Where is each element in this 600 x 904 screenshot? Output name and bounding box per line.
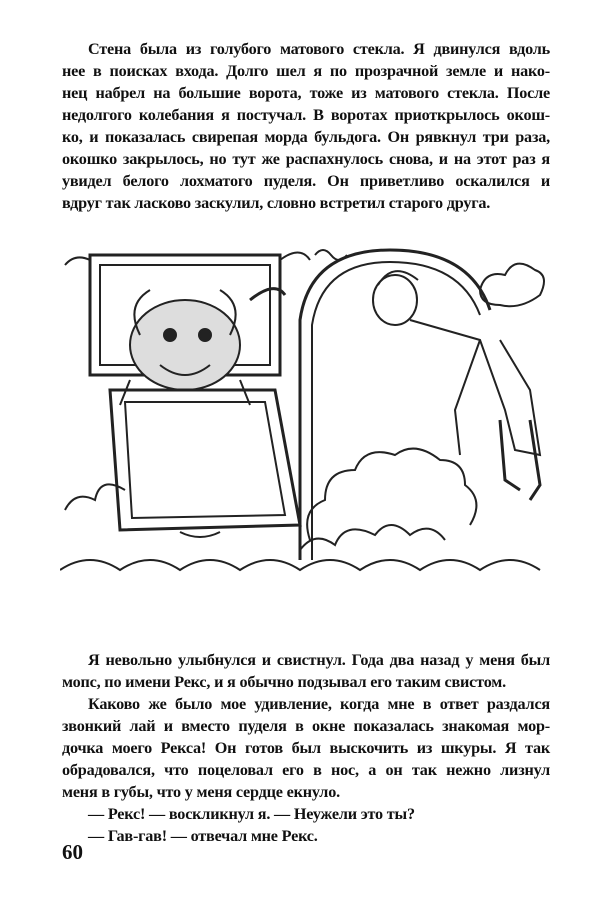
text-line: Стена была из голубого матового стекла. Я двинулся вдоль: [88, 40, 550, 58]
dialogue-line: — Гав-гав! — отвечал мне Рекс.: [88, 827, 318, 845]
text-line: Каково же было мое удивление, когда мне в ответ раздался: [88, 695, 550, 713]
open-window-pane: [110, 390, 300, 537]
text-line: мопс, по имени Рекс, и я обычно подзывал его таким свистом.: [62, 673, 506, 691]
text-line: нее в поисках входа. Долго шел я по прозрачной земле и нако-: [62, 62, 550, 80]
text-line: недолгого колебания я постучал. В воротах приоткрылось окош-: [62, 106, 550, 124]
text-line: звонкий лай и вместо пуделя в окне показалась знакомая мор-: [62, 717, 550, 735]
text-line: нец набрел на большие ворота, тоже из матового стекла. После: [62, 84, 550, 102]
text-after-illustration: [62, 649, 550, 847]
paragraph-1: [62, 38, 550, 214]
page-number: 60: [62, 840, 83, 864]
text-line: обрадовался, что поцеловал его в нос, а он так нежно лизнул: [62, 761, 550, 779]
text-line: дочка моего Рекса! Он готов был выскочить из шкуры. Я так: [62, 739, 550, 757]
text-line: вдруг так ласково заскулил, словно встретил старого друга.: [62, 194, 491, 212]
text-line: увидел белого лохматого пуделя. Он приветливо оскалился и: [62, 172, 550, 190]
illustration-dog-window-and-boy: [60, 240, 550, 605]
glass-arch: [300, 250, 490, 560]
text-line: окошко закрылось, но тут же распахнулось снова, и на этот раз я: [62, 150, 550, 168]
text-line: ко, и показалась свирепая морда бульдога. Он рявкнул три раза,: [62, 128, 550, 146]
text-line: Я невольно улыбнулся и свистнул. Года два назад у меня был: [88, 651, 550, 669]
text-line: меня в губы, что у меня сердце екнуло.: [62, 783, 340, 801]
dog-in-window: [120, 289, 285, 405]
dialogue-line: — Рекс! — воскликнул я. — Неужели это ты?: [88, 805, 415, 823]
